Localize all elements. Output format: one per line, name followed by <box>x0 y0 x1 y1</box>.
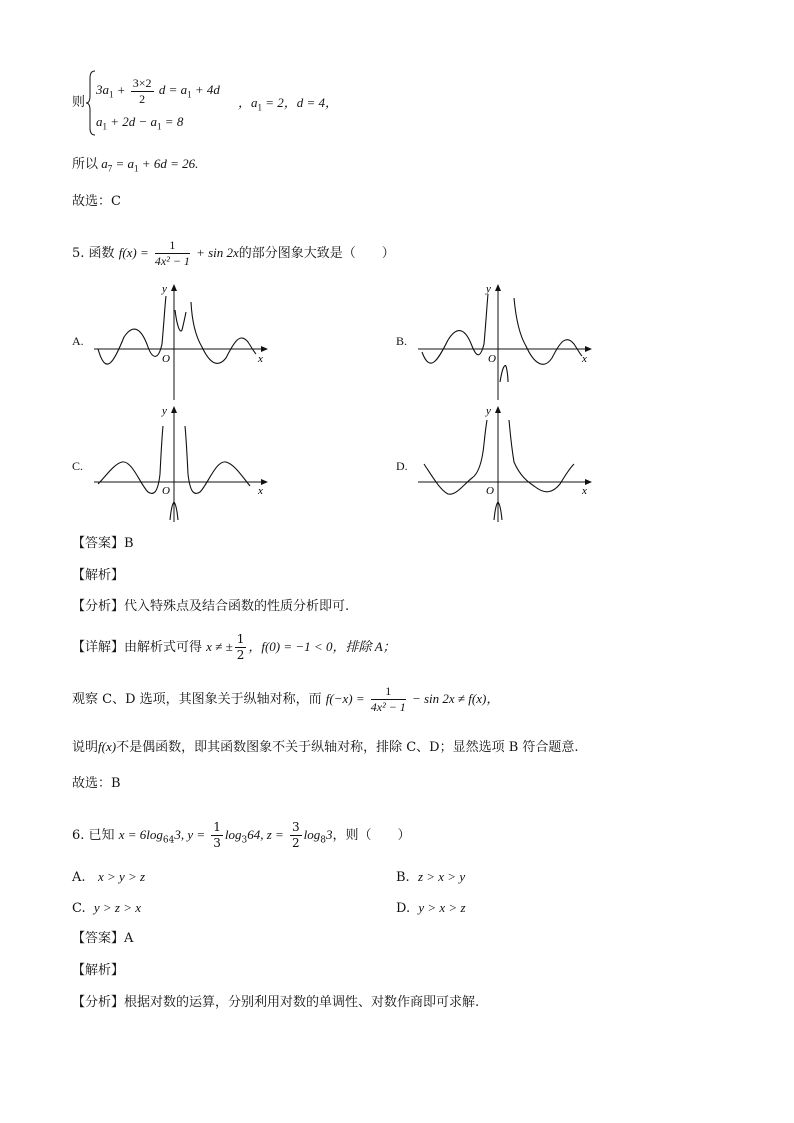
q5-graph-c[interactable] <box>92 404 272 524</box>
q5-observe: 观察 C、D 选项，其图象关于纵轴对称，而 f(−x) = $\frac{1}{\text{4x² − 1}}$ − sin 2x ≠ f(x)， <box>72 684 500 714</box>
origin-label: O <box>162 485 170 497</box>
y-axis-label: y <box>162 283 167 295</box>
q5-jiexi: 【解析】 <box>72 568 125 583</box>
x-axis-label: x <box>582 353 587 365</box>
prev-answer: 故选：C <box>72 194 121 209</box>
q5-option-a-label[interactable]: A. <box>72 334 84 348</box>
q6-stem: 6. 已知 $x = 6\log_{64}3$, y = $\frac{1}{3}$ $\log_364$, z = $\frac{3}{2}$ $\log_83$，则（ ） <box>72 820 411 850</box>
so-line: 所以 $a_7 = a_1 + 6d = 26$. <box>72 156 199 174</box>
q5-explain: 说明f(x)不是偶函数，即其函数图象不关于纵轴对称，排除 C、D；显然选项 B 符合题意. <box>72 739 579 755</box>
q5-option-b-label[interactable]: B. <box>396 334 408 348</box>
q6-option-c[interactable]: C. y > z > x <box>72 900 142 916</box>
y-axis-label: y <box>486 405 491 417</box>
x-axis-label: x <box>258 485 263 497</box>
origin-label: O <box>162 353 170 365</box>
q6-option-d[interactable]: D. y > x > z <box>396 900 466 916</box>
x-axis-label: x <box>582 485 587 497</box>
system-eq2: $a_1 + 2d - a_1 = 8$ <box>96 114 184 132</box>
system-brace <box>86 70 96 136</box>
origin-label: O <box>488 353 496 365</box>
then-label: 则 <box>72 95 86 110</box>
q5-graph-b[interactable] <box>416 282 596 402</box>
q5-final: 故选：B <box>72 776 121 791</box>
system-eq1: $3a_1$ + $\frac{3\times 2}{2}$ $d = a_1 + 4d$ <box>96 76 220 106</box>
q5-xiangjie: 【详解】由解析式可得 x ≠ ± $\frac{1}{2}$ ，f(0) = −1 < 0，排除 A； <box>72 632 396 662</box>
y-axis-label: y <box>162 405 167 417</box>
system-results: ，$a_1 = 2$，d = 4， <box>238 95 339 113</box>
q5-option-d-label[interactable]: D. <box>396 459 408 473</box>
q6-jiexi: 【解析】 <box>72 963 125 978</box>
q5-option-c-label[interactable]: C. <box>72 459 84 473</box>
y-axis-label: y <box>486 283 491 295</box>
q6-option-a[interactable]: A. x > y > z <box>72 869 146 885</box>
q5-stem: 5. 函数 f(x) = $\frac{1}{\text{4x² − 1}}$ + sin 2x的部分图象大致是（ ） <box>72 238 395 268</box>
q6-option-b[interactable]: B. z > x > y <box>396 869 466 885</box>
q5-fenxi: 【分析】代入特殊点及结合函数的性质分析即可. <box>72 599 350 614</box>
origin-label: O <box>486 485 494 497</box>
q5-graph-a[interactable] <box>92 282 272 402</box>
q5-answer: 【答案】B <box>72 536 134 551</box>
q5-graph-d[interactable] <box>416 404 596 524</box>
q6-fenxi: 【分析】根据对数的运算，分别利用对数的单调性、对数作商即可求解. <box>72 995 480 1010</box>
q6-answer: 【答案】A <box>72 931 134 946</box>
x-axis-label: x <box>258 353 263 365</box>
